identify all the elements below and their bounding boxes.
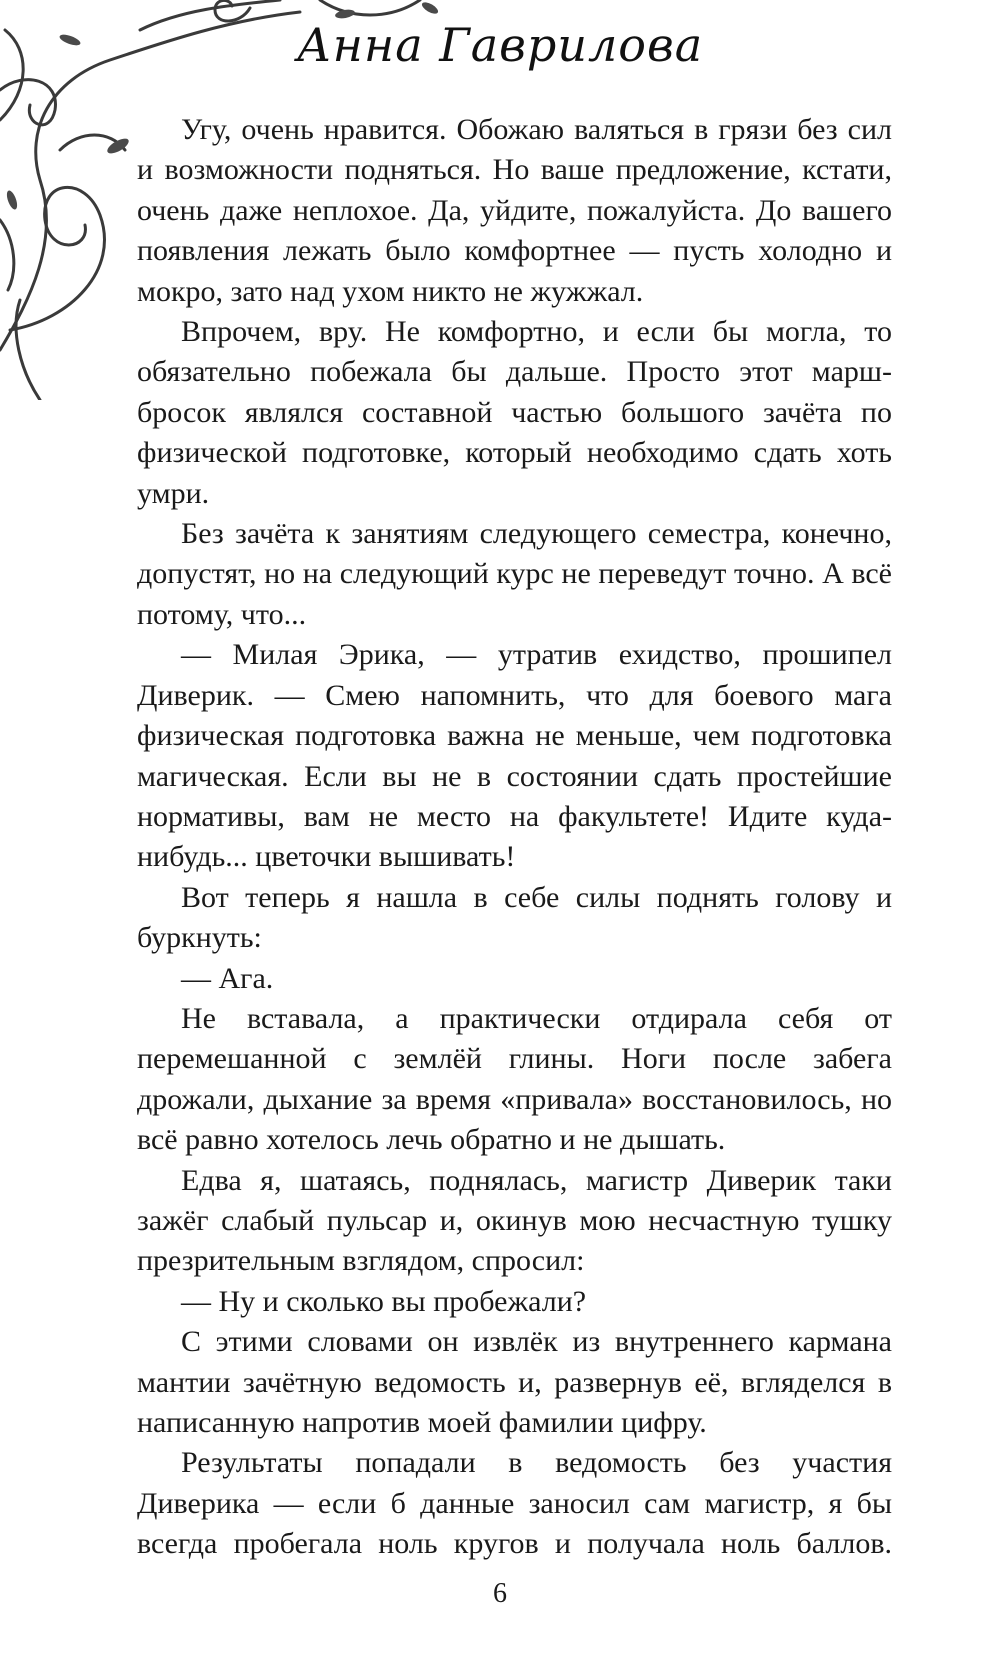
paragraph: — Ага. — [181, 961, 274, 995]
paragraph: Угу, очень нравится. Обожаю валяться в грязи без сил и возможности подняться. Но ваше предложение, кстати, очень даже неплохое. Да, уйдите, пожалуйста. До вашего появления лежать было комфортнее — пусть холодно и мокро, зато над ухом никто не жужжал. — [137, 113, 892, 308]
body-text — [137, 110, 892, 1565]
running-header-author: Анна Гаврилова — [296, 18, 704, 72]
paragraph: Не вставала, а практически отдирала себя от перемешанной с землёй глины. Ноги после забега дрожали, дыхание за время «привала» восстановилось, но всё равно хотелось лечь обратно и не дышать. — [137, 1001, 892, 1157]
paragraph: Без зачёта к занятиям следующего семестра, конечно, допустят, но на следующий курс не переведут точно. А всё потому, что... — [137, 517, 892, 631]
page-number: 6 — [493, 1578, 507, 1609]
paragraph: Впрочем, вру. Не комфортно, и если бы могла, то обязательно побежала бы дальше. Просто этот марш-бросок являлся составной частью большого зачёта по физической подготовке, который необходимо сдать хоть умри. — [137, 315, 892, 510]
paragraph: С этими словами он извлёк из внутреннего кармана мантии зачётную ведомость и, развернув её, вгляделся в написанную напротив моей фамилии цифру. — [137, 1325, 892, 1439]
paragraph: Едва я, шатаясь, поднялась, магистр Диверик таки зажёг слабый пульсар и, окинув мою несчастную тушку презрительным взглядом, спросил: — [137, 1163, 892, 1278]
paragraph: Результаты попадали в ведомость без участия Диверика — если б данные заносил сам магистр, я бы всегда пробегала ноль кругов и получала ноль баллов. — [137, 1446, 892, 1561]
paragraph: — Милая Эрика, — утратив ехидство, прошипел Диверик. — Смею напомнить, что для боевого мага физическая подготовка важна не меньше, чем подготовка магическая. Если вы не в состоянии сдать простейшие нормативы, вам не место на факультете! Идите куда-нибудь... цветочки вышивать! — [137, 638, 892, 874]
paragraph: Вот теперь я нашла в себе силы поднять голову и буркнуть: — [137, 880, 892, 955]
paragraph: — Ну и сколько вы пробежали? — [181, 1284, 587, 1318]
